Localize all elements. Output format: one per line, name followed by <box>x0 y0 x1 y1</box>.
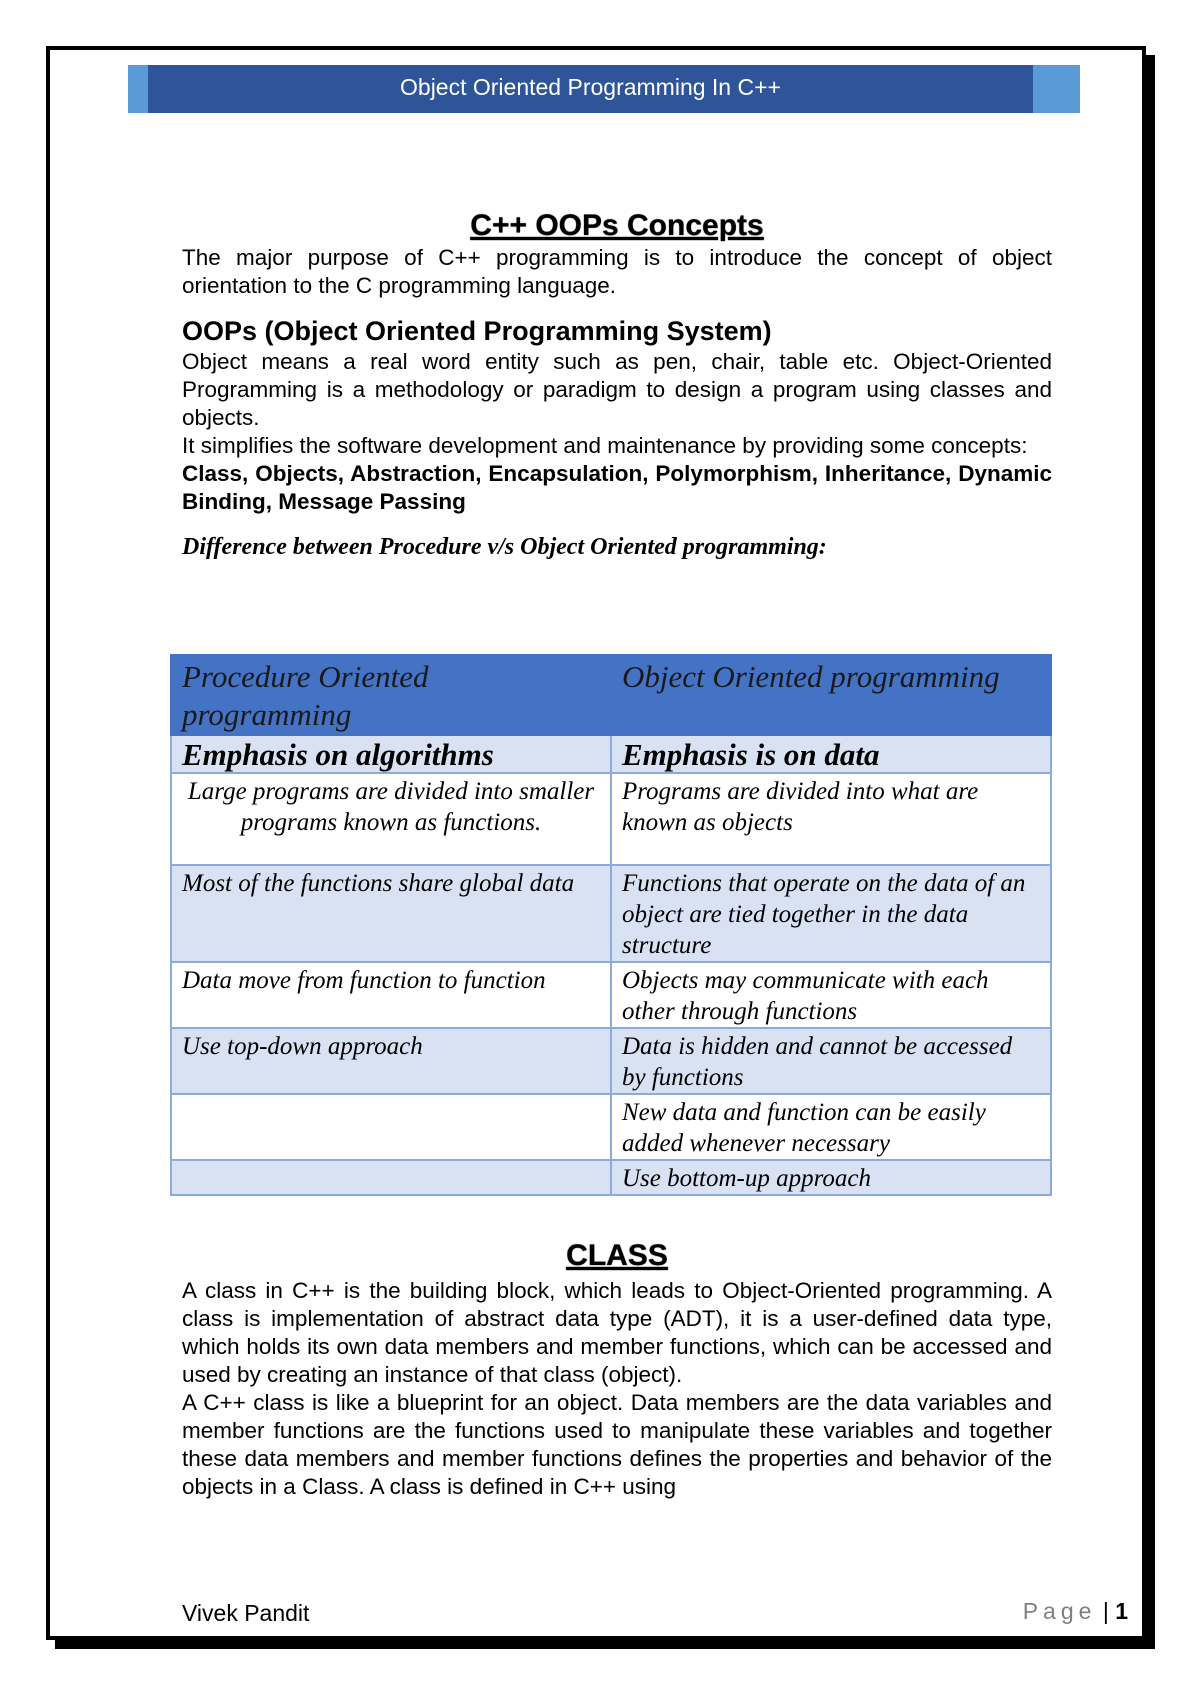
header-title: Object Oriented Programming In C++ <box>148 65 1033 113</box>
table-row <box>171 735 1051 773</box>
table-cell: Most of the functions share global data <box>171 865 611 962</box>
page-number: 1 <box>1115 1598 1128 1624</box>
class-section-body <box>182 1277 1052 1501</box>
page-label: Page <box>1022 1598 1097 1624</box>
table-row <box>171 773 1051 865</box>
footer-author: Vivek Pandit <box>182 1600 310 1626</box>
table-cell: Objects may communicate with each other through functions <box>611 962 1051 1028</box>
class-paragraph-2: A C++ class is like a blueprint for an object. Data members are the data variables and member functions are the functions used to manipulate these variables and together these data members and member functions defines the properties and behavior of the objects in a Class. A class is defined in C++ using <box>182 1390 1052 1499</box>
table-row <box>171 962 1051 1028</box>
table-cell: New data and function can be easily added whenever necessary <box>611 1094 1051 1160</box>
table-row <box>171 1160 1051 1195</box>
table-cell: Programs are divided into what are known as objects <box>611 773 1051 865</box>
intro-paragraph: The major purpose of C++ programming is to introduce the concept of object orientation to the C programming language. <box>182 245 1052 298</box>
page-separator: | <box>1102 1598 1109 1624</box>
table-cell <box>171 1094 611 1160</box>
table-row <box>171 865 1051 962</box>
concepts-list: Class, Objects, Abstraction, Encapsulation, Polymorphism, Inheritance, Dynamic Binding, Message Passing <box>182 461 1052 514</box>
table-header-procedure: Procedure Oriented programming <box>171 655 611 735</box>
comparison-table <box>170 654 1052 1196</box>
table-header-row <box>171 655 1051 735</box>
table-row <box>171 1094 1051 1160</box>
oops-heading: OOPs (Object Oriented Programming System) <box>182 316 772 346</box>
table-cell: Functions that operate on the data of an object are tied together in the data structure <box>611 865 1051 962</box>
table-cell: Data is hidden and cannot be accessed by functions <box>611 1028 1051 1094</box>
header-band <box>128 65 1080 113</box>
oops-paragraph-2: It simplifies the software development and maintenance by providing some concepts: <box>182 433 1028 458</box>
difference-heading: Difference between Procedure v/s Object Oriented programming: <box>182 534 827 560</box>
class-section-title: CLASS <box>566 1239 668 1272</box>
class-paragraph-1: A class in C++ is the building block, which leads to Object-Oriented programming. A class is implementation of abstract data type (ADT), it is a user-defined data type, which holds its own data members and member functions, which can be accessed and used by creating an instance of that class (object). <box>182 1278 1052 1387</box>
table-cell: Use top-down approach <box>171 1028 611 1094</box>
table-cell: Large programs are divided into smaller programs known as functions. <box>171 773 611 865</box>
page-title: C++ OOPs Concepts <box>470 209 764 242</box>
table-cell: Emphasis on algorithms <box>171 735 611 773</box>
table-cell: Use bottom-up approach <box>611 1160 1051 1195</box>
table-cell <box>171 1160 611 1195</box>
table-header-object: Object Oriented programming <box>611 655 1051 735</box>
main-content <box>182 208 1052 562</box>
table-cell: Emphasis is on data <box>611 735 1051 773</box>
table-row <box>171 1028 1051 1094</box>
table-cell: Data move from function to function <box>171 962 611 1028</box>
oops-paragraph-1: Object means a real word entity such as pen, chair, table etc. Object-Oriented Programming is a methodology or paradigm to design a program using classes and objects. <box>182 349 1052 430</box>
footer-page-info <box>1023 1598 1128 1625</box>
